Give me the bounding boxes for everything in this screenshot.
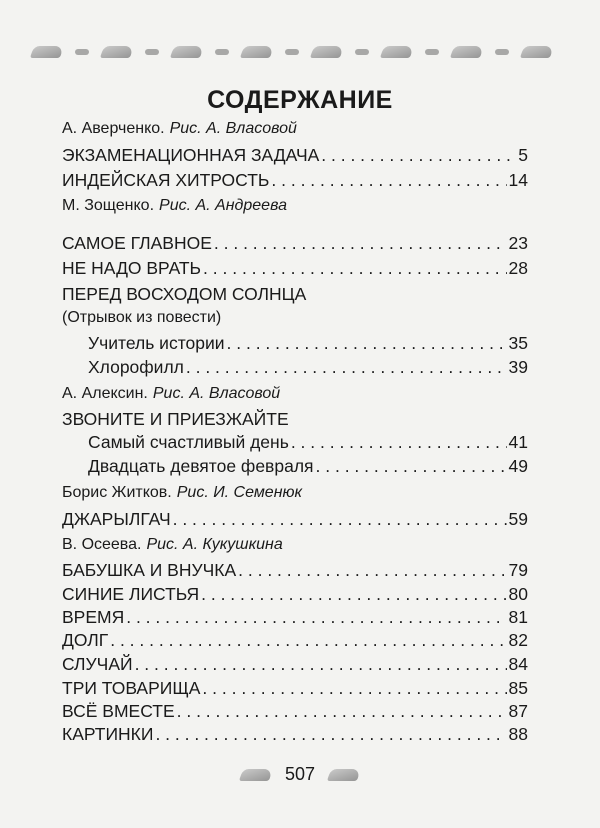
dot-leader — [203, 258, 506, 279]
dot-leader — [173, 509, 507, 530]
book-ornament-icon — [239, 769, 273, 781]
book-ornament-icon — [520, 46, 554, 58]
book-ornament-icon — [355, 49, 369, 55]
toc-entry — [62, 701, 528, 722]
entry-title: ЗВОНИТЕ И ПРИЕЗЖАЙТЕ — [62, 409, 289, 429]
dot-leader — [186, 357, 507, 378]
entry-title: ИНДЕЙСКАЯ ХИТРОСТЬ — [62, 170, 270, 190]
entry-title: БАБУШКА И ВНУЧКА — [62, 560, 237, 580]
entry-title: НЕ НАДО ВРАТЬ — [62, 258, 202, 278]
book-ornament-icon — [327, 769, 361, 781]
dot-leader — [177, 701, 507, 722]
toc-entry — [88, 456, 528, 477]
book-ornament-icon — [75, 49, 89, 55]
illustrator-credit: Рис. А. Власовой — [152, 385, 281, 402]
toc-entry — [88, 333, 528, 354]
page-title: СОДЕРЖАНИЕ — [207, 86, 393, 114]
toc-entry — [62, 284, 528, 305]
toc-entry — [62, 170, 528, 191]
illustrator-credit: Рис. А. Кукушкина — [146, 536, 283, 553]
dot-leader — [126, 607, 506, 628]
page-ref: 49 — [508, 456, 528, 476]
book-ornament-icon — [310, 46, 344, 58]
entry-title: ЭКЗАМЕНАЦИОННАЯ ЗАДАЧА — [62, 145, 320, 165]
author-line — [62, 484, 528, 502]
dot-leader — [316, 456, 507, 477]
book-ornament-icon — [240, 46, 274, 58]
entry-title: ТРИ ТОВАРИЩА — [62, 678, 201, 698]
toc-entry — [62, 584, 528, 605]
toc-entry — [62, 233, 528, 254]
dot-leader — [201, 584, 506, 605]
author-line — [62, 385, 528, 403]
page-ref: 82 — [508, 630, 528, 650]
dot-leader — [238, 560, 506, 581]
entry-title: Учитель истории — [88, 333, 225, 353]
book-ornament-icon — [215, 49, 229, 55]
toc-entry — [88, 357, 528, 378]
page-ref: 79 — [508, 560, 528, 580]
author-line — [62, 120, 528, 138]
entry-title: Хлорофилл — [88, 357, 184, 377]
dot-leader — [271, 170, 506, 191]
page-ref: 14 — [508, 170, 528, 190]
dot-leader — [321, 145, 516, 166]
book-ornament-icon — [450, 46, 484, 58]
toc-entry — [62, 630, 528, 651]
dot-leader — [291, 432, 507, 453]
book-ornament-icon — [30, 46, 64, 58]
toc-entry — [62, 678, 528, 699]
entry-title: КАРТИНКИ — [62, 724, 154, 744]
author-line — [62, 536, 528, 554]
entry-title: ДЖАРЫЛГАЧ — [62, 509, 171, 529]
illustrator-credit: Рис. А. Андреева — [159, 197, 287, 214]
page-ref: 41 — [508, 432, 528, 452]
dot-leader — [214, 233, 507, 254]
toc-entry — [62, 607, 528, 628]
dot-leader — [202, 678, 506, 699]
entry-title: СИНИЕ ЛИСТЬЯ — [62, 584, 200, 604]
book-ornament-icon — [145, 49, 159, 55]
page-ref: 28 — [508, 258, 528, 278]
author-name: А. Аверченко. — [62, 120, 165, 137]
toc-entry — [62, 724, 528, 745]
toc-entry — [62, 409, 528, 430]
toc-entry — [62, 560, 528, 581]
page-ref: 84 — [508, 654, 528, 674]
page-ref: 5 — [518, 145, 528, 165]
dot-leader — [110, 630, 506, 651]
page-ref: 88 — [508, 724, 528, 744]
page-ref: 35 — [508, 333, 528, 353]
toc-entry — [62, 309, 528, 327]
page-footer — [0, 764, 600, 785]
book-ornament-icon — [285, 49, 299, 55]
book-ornament-icon — [495, 49, 509, 55]
author-name: М. Зощенко. — [62, 197, 155, 214]
author-name: Борис Житков. — [62, 484, 172, 501]
page-ref: 80 — [508, 584, 528, 604]
author-name: В. Осеева. — [62, 536, 142, 553]
book-ornament-icon — [380, 46, 414, 58]
dot-leader — [155, 724, 506, 745]
book-ornament-icon — [170, 46, 204, 58]
page-ref: 85 — [508, 678, 528, 698]
toc-entry — [62, 654, 528, 675]
author-name: А. Алексин. — [62, 385, 148, 402]
entry-title: ВРЕМЯ — [62, 607, 125, 627]
author-line — [62, 197, 528, 215]
entry-title: СЛУЧАЙ — [62, 654, 133, 674]
toc-entry — [88, 432, 528, 453]
entry-title: Самый счастливый день — [88, 432, 289, 452]
page-ref: 81 — [508, 607, 528, 627]
page-ref: 87 — [508, 701, 528, 721]
page-ref: 59 — [508, 509, 528, 529]
book-ornament-icon — [100, 46, 134, 58]
illustrator-credit: Рис. И. Семенюк — [176, 484, 303, 501]
illustrator-credit: Рис. А. Власовой — [169, 120, 297, 137]
entry-title: (Отрывок из повести) — [62, 309, 222, 326]
toc-entry — [62, 258, 528, 279]
entry-title: САМОЕ ГЛАВНОЕ — [62, 233, 212, 253]
page-number: 507 — [284, 764, 316, 784]
entry-title: Двадцать девятое февраля — [88, 456, 314, 476]
entry-title: ДОЛГ — [62, 630, 109, 650]
toc-entry — [62, 509, 528, 530]
entry-title: ПЕРЕД ВОСХОДОМ СОЛНЦА — [62, 284, 307, 304]
page-ref: 39 — [508, 357, 528, 377]
entry-title: ВСЁ ВМЕСТЕ — [62, 701, 175, 721]
page-ref: 23 — [508, 233, 528, 253]
dot-leader — [135, 654, 507, 675]
decorative-book-border — [32, 40, 552, 64]
toc-entry — [62, 145, 528, 166]
book-ornament-icon — [425, 49, 439, 55]
dot-leader — [227, 333, 507, 354]
